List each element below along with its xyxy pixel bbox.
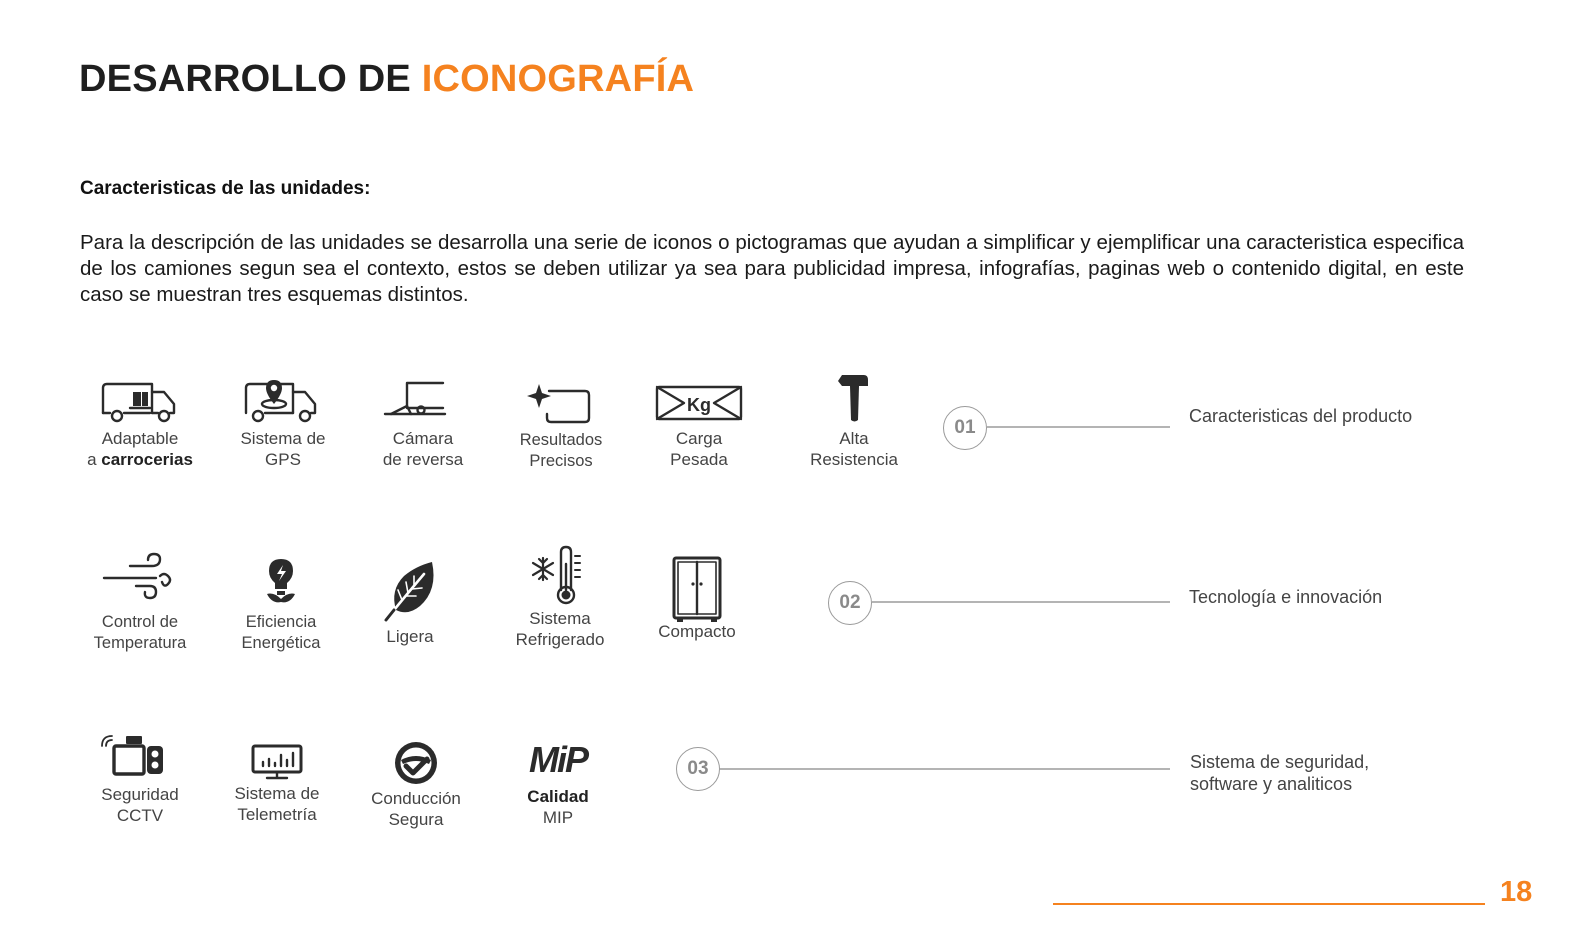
row-number-badge: 03	[676, 747, 720, 791]
cctv-camera-icon	[100, 732, 180, 782]
row-connector-line	[720, 768, 1170, 770]
icon-item-refrigerated	[495, 544, 625, 650]
steering-check-icon	[391, 738, 441, 788]
leaf-icon	[380, 560, 440, 622]
icon-label: Compacto	[658, 622, 736, 641]
icon-item-reverse-camera	[358, 378, 488, 470]
row-connector-line	[987, 426, 1170, 428]
section-subtitle: Caracteristicas de las unidades:	[80, 178, 371, 199]
hammer-icon	[834, 372, 874, 424]
row-label: Sistema de seguridad, software y analiticos	[1190, 752, 1370, 794]
icon-item-cctv	[75, 732, 205, 826]
icon-label: Calidad MIP	[527, 787, 589, 827]
icon-label: Cámara de reversa	[382, 429, 464, 469]
mip-glyph: MiP	[528, 739, 588, 780]
footer-accent-line	[1053, 903, 1485, 905]
row-label: Tecnología e innovación	[1189, 587, 1383, 607]
icon-label: Eficiencia Energética	[241, 613, 321, 652]
icon-item-gps	[218, 378, 348, 470]
icon-label: Carga Pesada	[670, 429, 728, 469]
row-connector-line	[872, 601, 1170, 603]
icon-label: Ligera	[386, 627, 434, 646]
kg-heavy-load-icon	[654, 378, 744, 424]
page-title	[79, 58, 694, 101]
icon-label: Sistema de Telemetría	[234, 784, 320, 824]
icon-item-energy	[216, 556, 346, 654]
title-accent: ICONOGRAFÍA	[421, 58, 695, 100]
sparkle-precision-icon	[521, 380, 601, 426]
icon-label: Control de Temperatura	[93, 613, 187, 652]
gps-truck-icon	[243, 378, 323, 424]
icon-item-compact	[632, 554, 762, 642]
icon-item-quality	[493, 738, 623, 828]
icon-label: Sistema de GPS	[240, 429, 326, 469]
icon-label: Alta Resistencia	[810, 429, 898, 469]
page-number: 18	[1500, 876, 1533, 908]
icon-label: Sistema Refrigerado	[515, 609, 605, 649]
row-label: Caracteristicas del producto	[1189, 406, 1413, 426]
icon-label: Adaptable a carrocerias	[87, 429, 193, 469]
telemetry-monitor-icon	[249, 742, 305, 782]
cabinet-icon	[669, 554, 725, 624]
wind-temperature-icon	[100, 552, 180, 608]
icon-item-adaptable	[75, 378, 205, 470]
icon-item-light	[345, 560, 475, 647]
icon-item-safe-driving	[351, 738, 481, 830]
kg-glyph: Kg	[687, 395, 711, 415]
title-main: DESARROLLO DE	[79, 58, 411, 100]
icon-label: Conducción Segura	[371, 789, 461, 829]
icon-item-temperature	[75, 552, 205, 654]
icon-item-heavy-load	[634, 378, 764, 470]
icon-label: Seguridad CCTV	[101, 785, 179, 825]
truck-box-icon	[100, 378, 180, 424]
icon-item-precision	[496, 380, 626, 472]
snowflake-thermometer-icon	[525, 544, 595, 606]
row-number-badge: 01	[943, 406, 987, 450]
energy-bulb-icon	[256, 556, 306, 608]
intro-paragraph: Para la descripción de las unidades se desarrolla una serie de iconos o pictogramas que ayudan a simplificar y ejemplificar una caracteristica especifica de los camiones segun sea el contexto, estos se deben utilizar ya sea para publicidad impresa, infografías, paginas web o contenido digital, en este caso se muestran tres esquemas distintos.	[80, 231, 1464, 306]
row-number-badge: 02	[828, 581, 872, 625]
reverse-camera-icon	[383, 378, 463, 424]
icon-item-telemetry	[212, 742, 342, 825]
icon-label: Resultados Precisos	[519, 431, 603, 470]
icon-item-resistance	[789, 372, 919, 470]
mip-logo-icon	[518, 738, 598, 778]
